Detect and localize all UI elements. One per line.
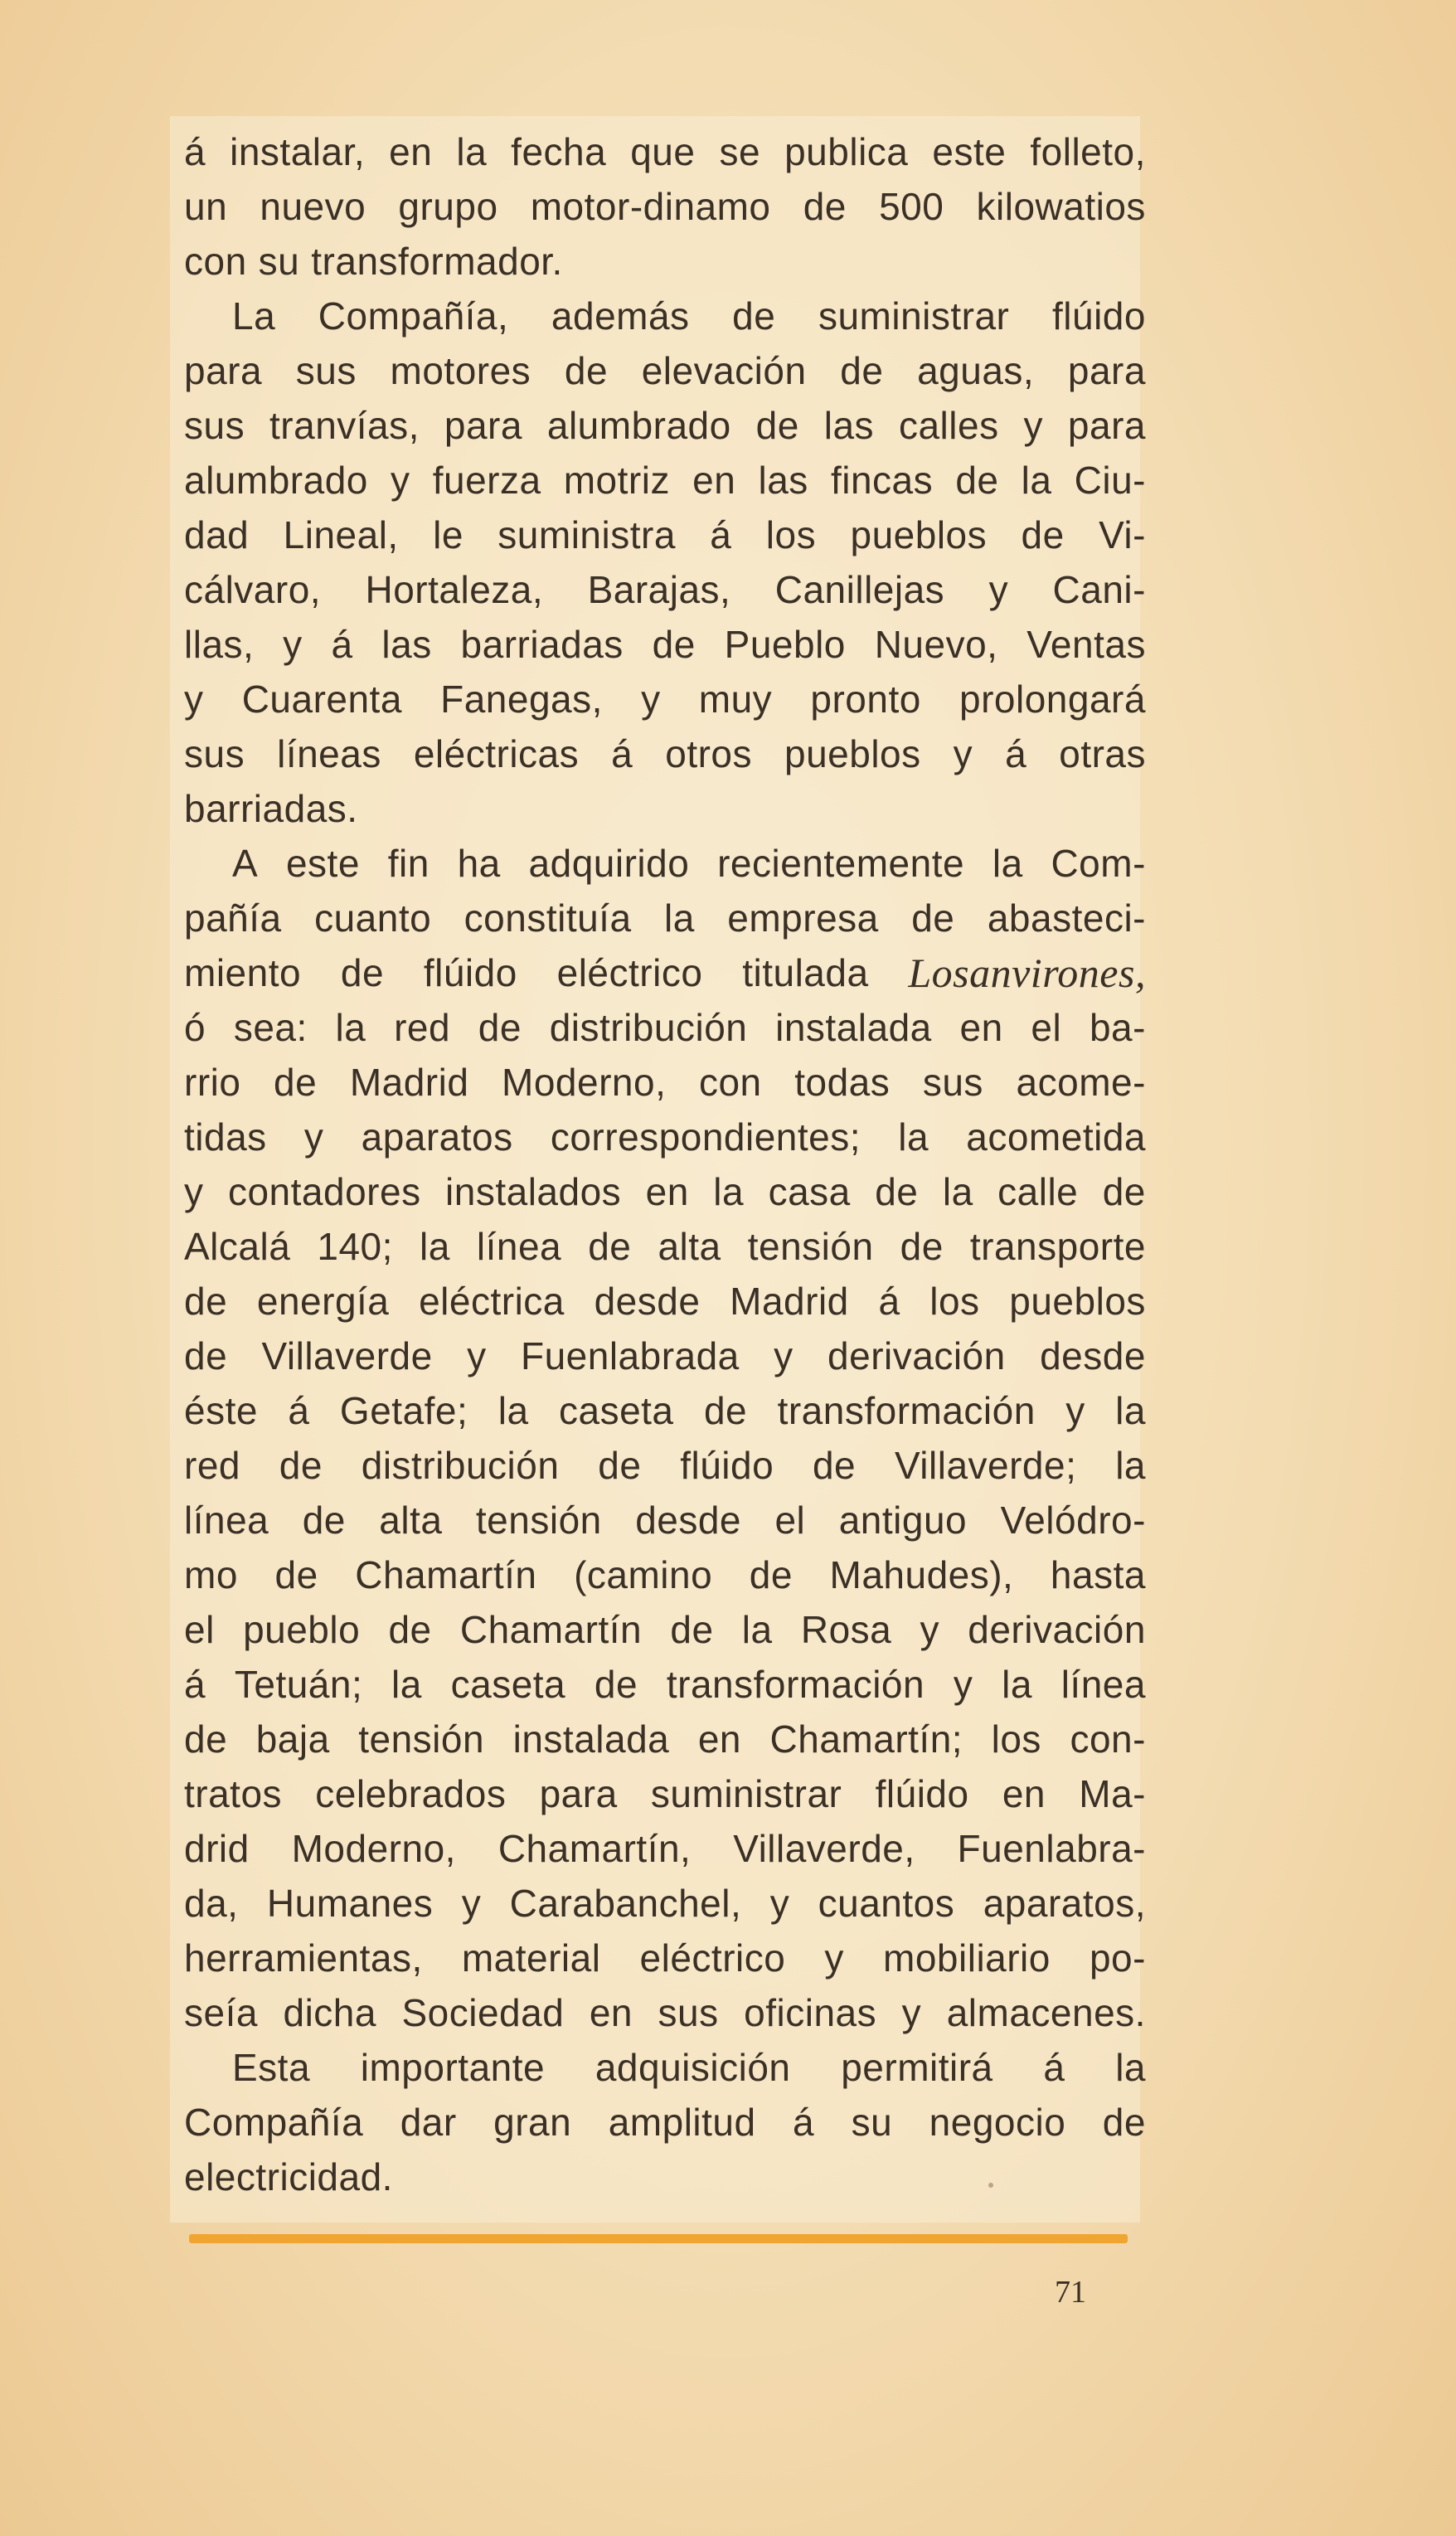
text-line: llas, y á las barriadas de Pueblo Nuevo, Ventas [184,623,1146,666]
text-line: á Tetuán; la caseta de transformación y la línea [184,1663,1146,1706]
page-number: 71 [1055,2275,1086,2310]
text-line: barriadas. [184,787,358,830]
text-line: miento de flúido eléctrico titulada Losanvirones, [184,950,1146,996]
text-line: Alcalá 140; la línea de alta tensión de transporte [184,1225,1146,1268]
text-line: La Compañía, además de suministrar flúido [232,294,1146,338]
text-line: rrio de Madrid Moderno, con todas sus acome- [184,1061,1146,1104]
text-line: da, Humanes y Carabanchel, y cuantos aparatos, [184,1882,1146,1925]
text-line: Compañía dar gran amplitud á su negocio de [184,2101,1146,2144]
text-line: de energía eléctrica desde Madrid á los pueblos [184,1280,1146,1323]
text-line: el pueblo de Chamartín de la Rosa y derivación [184,1608,1146,1651]
text-line: mo de Chamartín (camino de Mahudes), hasta [184,1553,1146,1596]
text-line: ó sea: la red de distribución instalada en el ba- [184,1006,1146,1049]
text-line: A este fin ha adquirido recientemente la Com- [232,842,1146,885]
text-line: un nuevo grupo motor-dinamo de 500 kilowatios [184,185,1146,228]
text-line: herramientas, material eléctrico y mobiliario po- [184,1936,1146,1980]
text-line: de Villaverde y Fuenlabrada y derivación desde [184,1334,1146,1377]
text-line: tratos celebrados para suministrar flúido en Ma- [184,1772,1146,1815]
text-line: cálvaro, Hortaleza, Barajas, Canillejas y Cani- [184,568,1146,611]
text-line: tidas y aparatos correspondientes; la acometida [184,1115,1146,1159]
paper-speck [988,2183,993,2188]
text-line: de baja tensión instalada en Chamartín; los con- [184,1717,1146,1761]
text-line: electricidad. [184,2155,393,2198]
text-line: seía dicha Sociedad en sus oficinas y almacenes. [184,1991,1146,2034]
text-line: pañía cuanto constituía la empresa de abasteci- [184,896,1146,940]
text-line: y contadores instalados en la casa de la calle de [184,1170,1146,1213]
orange-rule [189,2234,1128,2243]
text-line: con su transformador. [184,240,563,283]
text-line: sus líneas eléctricas á otros pueblos y á otras [184,732,1146,775]
text-line: red de distribución de flúido de Villaverde; la [184,1444,1146,1487]
text-line: y Cuarenta Fanegas, y muy pronto prolongará [184,678,1146,721]
text-line: dad Lineal, le suministra á los pueblos de Vi- [184,513,1146,556]
body-text [184,124,1146,2204]
text-line: Esta importante adquisición permitirá á la [232,2046,1146,2089]
text-line: sus tranvías, para alumbrado de las calles y para [184,404,1146,447]
text-line: para sus motores de elevación de aguas, para [184,349,1146,392]
text-line: á instalar, en la fecha que se publica este folleto, [184,130,1146,173]
text-line: alumbrado y fuerza motriz en las fincas de la Ciu- [184,459,1146,502]
text-line: drid Moderno, Chamartín, Villaverde, Fuenlabra- [184,1827,1146,1870]
text-line: éste á Getafe; la caseta de transformación y la [184,1389,1146,1432]
text-line: línea de alta tensión desde el antiguo Velódro- [184,1499,1146,1542]
